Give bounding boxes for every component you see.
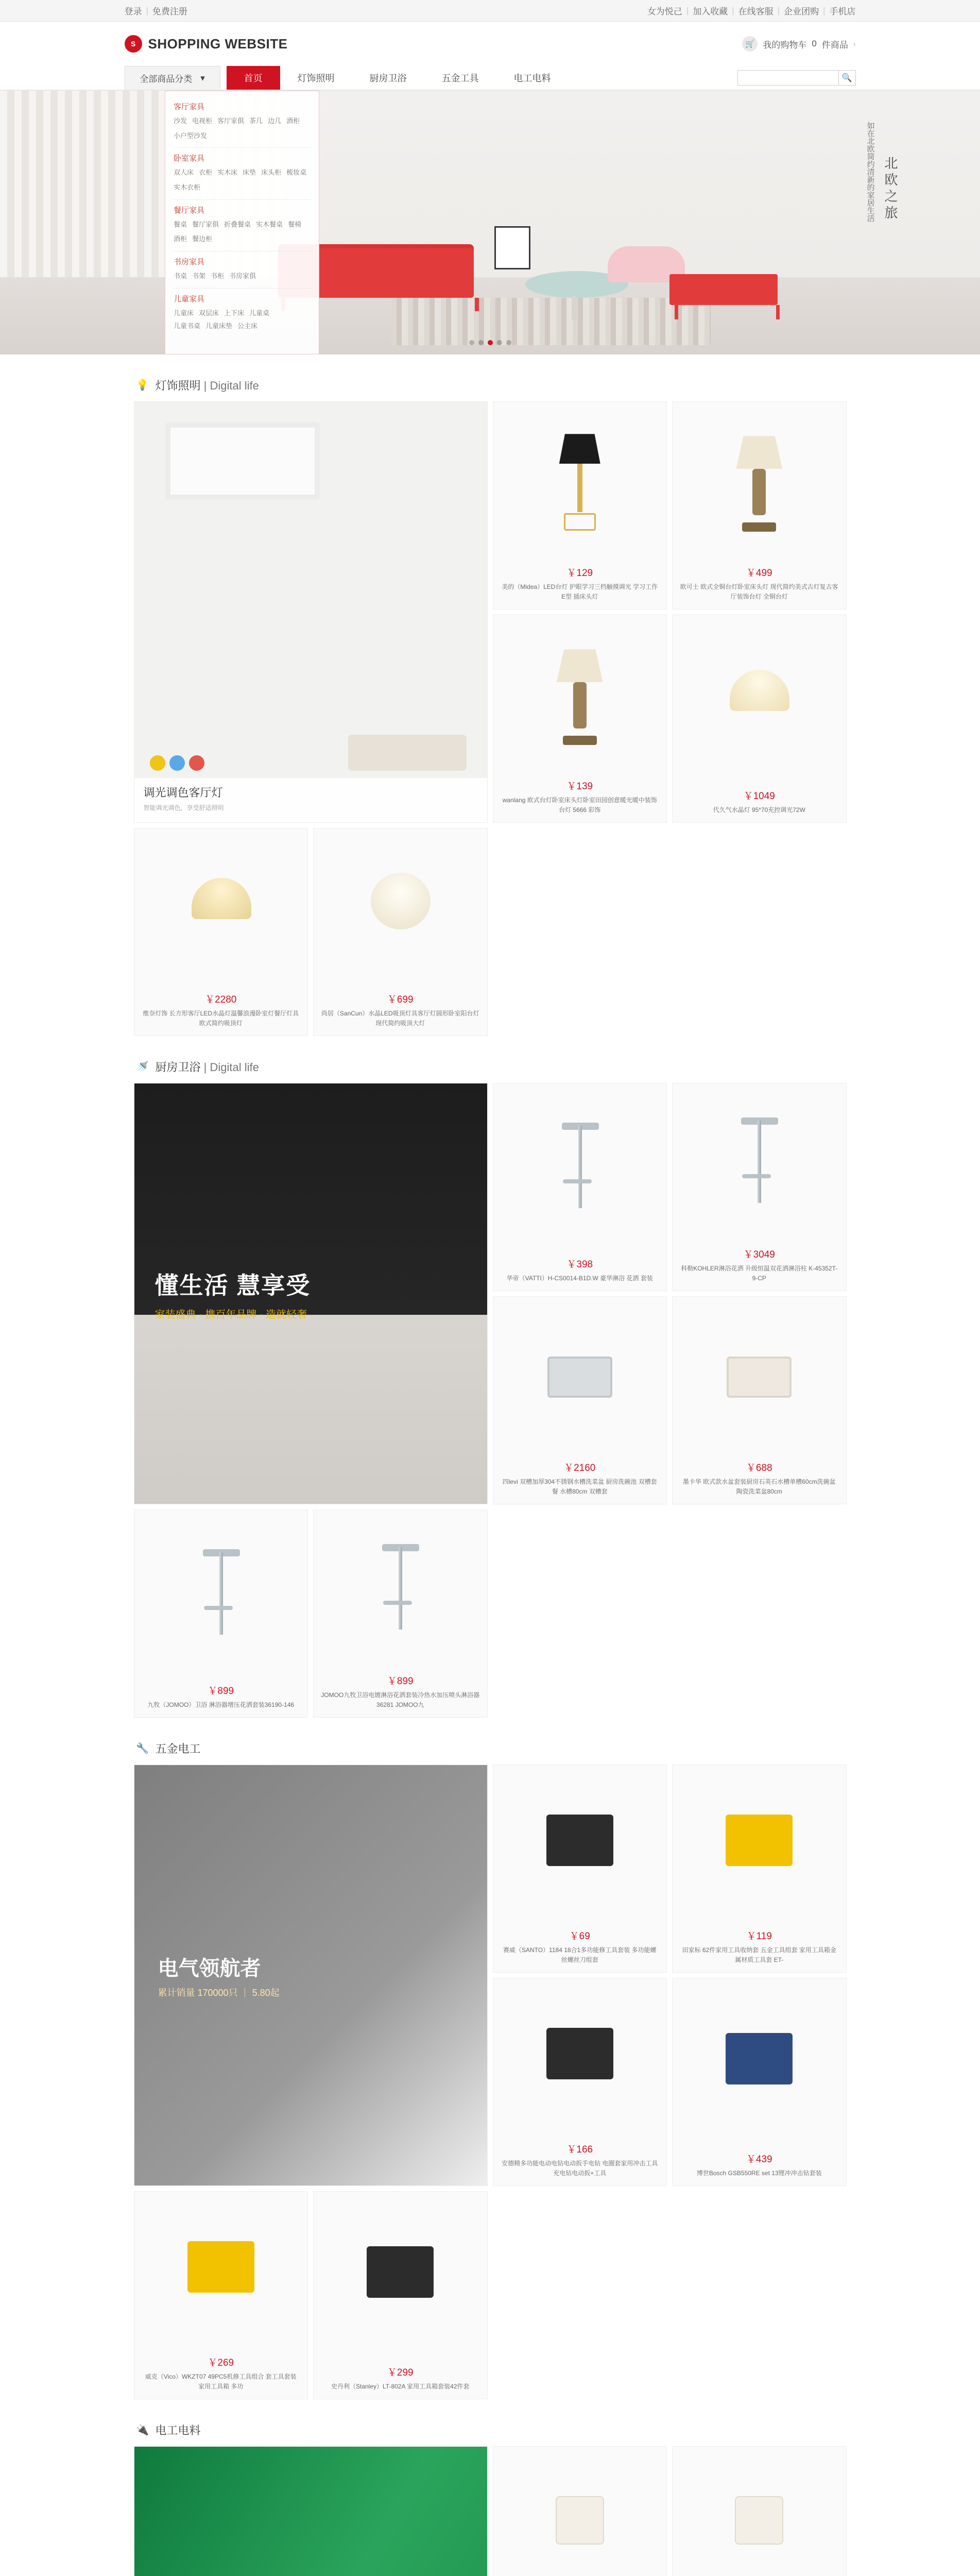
hero-dot-4[interactable]: [506, 340, 511, 345]
product-image: [673, 1978, 846, 2149]
topbar-link-3[interactable]: 企业团购: [784, 7, 819, 16]
product-desc: JOMOO九牧卫浴电镀淋浴花洒套装冷热水加压喷头淋浴器36281 JOMOO九: [321, 1691, 480, 1708]
product-price: ￥166: [566, 2144, 593, 2155]
category-link[interactable]: 书房家俱: [229, 272, 256, 280]
category-link[interactable]: 茶几: [249, 117, 263, 125]
nav-items: [227, 66, 569, 90]
category-title[interactable]: 餐厅家具: [174, 206, 205, 215]
product-desc: 四levi 双槽加厚304不锈钢水槽洗菜盆 厨房洗碗池 双槽套餐 水槽80cm 双槽套: [502, 1478, 657, 1495]
category-block-bedroom: [174, 148, 311, 199]
section-kitchen: [125, 1036, 856, 1718]
section-banner-hardware[interactable]: [134, 1765, 488, 2186]
product-desc: 九牧（JOMOO）卫浴 淋浴器增压花洒套装36190-146: [147, 1701, 295, 1708]
category-link[interactable]: 电视柜: [192, 117, 213, 125]
hero-dot-2[interactable]: [488, 340, 493, 345]
product-desc: 史丹利（Stanley）LT-802A 家用工具箱套装42件套: [331, 2382, 470, 2390]
kitchen-icon: 🚿: [136, 1061, 149, 1073]
main-nav: [0, 66, 980, 91]
banner-title: 懂生活 慧享受: [154, 1272, 311, 1299]
category-links: [174, 218, 311, 246]
product-card[interactable]: [313, 1510, 488, 1718]
category-block-living: [174, 96, 311, 148]
banner-caption-line2: 智能调光调色，享受舒适照明: [143, 804, 224, 811]
product-price: ￥139: [566, 781, 593, 792]
product-price: ￥699: [387, 994, 414, 1005]
cart-count: 0: [812, 39, 817, 48]
product-desc: 墨卡华 欧式款水盆套装厨房石英石水槽单槽60cm洗碗盆陶瓷洗菜盆80cm: [682, 1478, 836, 1495]
topbar-link-4[interactable]: 手机店: [829, 7, 856, 16]
product-desc: 安德精多功能电动电钻电动扳手电钻 电圈套家用冲击工具 充电钻电动扳+工具: [502, 2159, 658, 2177]
banner-caption: [134, 778, 487, 822]
product-card[interactable]: [493, 1978, 667, 2186]
topbar-link-0[interactable]: 女为悦己: [647, 7, 682, 16]
category-title[interactable]: 卧室家具: [174, 154, 205, 163]
product-card[interactable]: [134, 2191, 308, 2399]
product-image: [493, 615, 667, 776]
category-block-kids: [174, 289, 311, 337]
product-image: [493, 1297, 667, 1458]
product-image: [134, 1510, 308, 1681]
nav-item-electrical[interactable]: 电工电料: [513, 73, 551, 83]
product-grid: [125, 401, 856, 1036]
product-image: [134, 2192, 308, 2353]
product-card[interactable]: [672, 1296, 847, 1504]
category-link[interactable]: 餐厅家俱: [192, 220, 219, 228]
product-price: ￥3049: [743, 1249, 775, 1260]
product-desc: 博世Bosch GSB550RE set 13锂冲冲击钻套装: [696, 2169, 822, 2177]
product-desc: 田家标 62件家用工具收纳套 五金工具组套 家用工具箱金属材质工具套 ET-: [682, 1946, 836, 1963]
section-title-en: | Digital life: [203, 379, 259, 392]
section-banner-kitchen[interactable]: [134, 1083, 488, 1504]
category-links: [174, 270, 311, 283]
product-price: ￥499: [746, 567, 772, 579]
category-links: [174, 307, 311, 320]
chevron-right-icon: ›: [853, 40, 856, 48]
hero-dot-0[interactable]: [469, 340, 474, 345]
section-title-cn: 灯饰照明: [155, 379, 201, 392]
plug-icon: 🔌: [136, 2425, 149, 2436]
product-grid: [125, 1083, 856, 1718]
product-image: [314, 2192, 487, 2363]
search-box: [737, 66, 856, 90]
product-price: ￥688: [746, 1462, 772, 1473]
product-image: [673, 402, 846, 563]
product-image: [673, 1083, 846, 1245]
category-link[interactable]: 儿童书桌: [174, 321, 201, 330]
category-link[interactable]: 酒柜: [174, 235, 187, 243]
topbar-link-1[interactable]: 加入收藏: [693, 7, 728, 16]
nav-item-home[interactable]: 首页: [227, 66, 280, 90]
product-image: [314, 828, 487, 990]
banner-subtitle: 家装盛典 · 携百年品牌 · 造就轻奢: [154, 1309, 307, 1320]
category-link[interactable]: 餐椅: [288, 220, 302, 228]
product-card[interactable]: [493, 615, 667, 823]
banner-caption-line1: 调光调色客厅灯: [143, 786, 223, 799]
product-price: ￥2160: [564, 1462, 596, 1473]
section-electrical: [125, 2399, 856, 2576]
product-image: [134, 828, 308, 990]
section-title: [156, 1059, 259, 1075]
product-card[interactable]: [493, 1083, 667, 1291]
category-link[interactable]: 沙发: [174, 117, 187, 125]
login-link[interactable]: 登录: [124, 7, 142, 16]
category-link[interactable]: 梳妆桌: [286, 168, 307, 177]
product-grid: [125, 2446, 856, 2576]
category-link[interactable]: 衣柜: [199, 168, 213, 177]
product-desc: 代久气水晶灯 95*70充控调光72W: [713, 806, 805, 814]
category-link[interactable]: 书柜: [211, 272, 225, 280]
section-title-cn: 电工电料: [155, 2424, 201, 2437]
hero-carousel-dots[interactable]: [469, 340, 511, 345]
product-price: ￥2280: [205, 994, 237, 1005]
product-card[interactable]: [313, 2191, 488, 2399]
category-title[interactable]: 儿童家具: [174, 294, 205, 303]
category-link[interactable]: 书桌: [174, 272, 187, 280]
product-card[interactable]: [672, 1083, 847, 1291]
all-categories-label: 全部商品分类: [140, 74, 193, 84]
cart-icon: 🛒: [742, 36, 758, 52]
cart-suffix: 件商品: [821, 40, 848, 50]
top-bar-right: [647, 4, 856, 17]
product-card[interactable]: [493, 1296, 667, 1504]
hero-banner[interactable]: [0, 91, 980, 354]
section-lighting: [125, 354, 856, 1036]
product-price: ￥69: [569, 1930, 590, 1942]
product-card[interactable]: [672, 615, 847, 823]
category-link[interactable]: 书架: [192, 272, 206, 280]
product-price: ￥119: [746, 1930, 772, 1942]
product-desc: wanlang 欧式台灯卧室床头灯卧室田园创意暖光暖中装饰台灯 5666 彩饰: [502, 796, 657, 814]
category-link[interactable]: 边几: [268, 117, 282, 125]
product-desc: 美的（Midea）LED台灯 护眼学习三档触摸调光 学习工作E型 插床头灯: [502, 583, 658, 600]
product-desc: 威克（Vico）WKZT07 49PC5机修工具组合 套工具套装 家用工具箱 多功: [145, 2372, 297, 2390]
category-links: [174, 115, 311, 142]
product-image: [673, 1297, 846, 1458]
product-price: ￥899: [387, 1675, 414, 1687]
category-link[interactable]: 餐桌: [174, 220, 187, 228]
nav-item-kitchen[interactable]: 厨房卫浴: [369, 73, 407, 83]
section-title-cn: 厨房卫浴: [155, 1061, 201, 1074]
category-link[interactable]: 餐边柜: [192, 235, 213, 243]
product-card[interactable]: [672, 2446, 847, 2576]
section-title-cn: 五金电工: [155, 1742, 201, 1755]
category-link[interactable]: 儿童桌: [249, 309, 270, 317]
banner-subtitle: 累计销量 170000只 ｜ 5.80起: [158, 1987, 280, 1998]
banner-title: 电气领航者: [158, 1957, 261, 1980]
product-image: [493, 402, 667, 563]
product-image: [673, 615, 846, 786]
divider: |: [823, 5, 826, 15]
category-title[interactable]: 书房家具: [174, 258, 205, 267]
product-card[interactable]: [672, 1978, 847, 2186]
logo-icon: S: [125, 35, 142, 53]
category-link[interactable]: 双层床: [199, 309, 219, 317]
category-link[interactable]: 双人床: [174, 168, 194, 177]
hero-copy: [863, 122, 903, 222]
top-bar-left: [125, 4, 187, 17]
product-card[interactable]: [313, 828, 488, 1036]
category-link[interactable]: 客厅家俱: [217, 117, 245, 125]
product-price: ￥899: [208, 1685, 234, 1697]
product-desc: 尚居（SanCun）水晶LED吸顶灯具客厅灯圆形卧室阳台灯现代简约吸顶大灯: [321, 1009, 479, 1027]
section-title: [156, 2422, 201, 2438]
category-link[interactable]: 儿童床: [174, 309, 194, 317]
section-header: [125, 1740, 856, 1765]
divider: |: [146, 5, 148, 15]
lamp-icon: 💡: [136, 380, 149, 391]
product-image: [673, 1765, 846, 1926]
top-bar: [0, 0, 980, 22]
product-card[interactable]: [672, 401, 847, 609]
cart-label: 我的购物车: [763, 40, 807, 50]
product-image: [493, 1978, 667, 2140]
product-card[interactable]: [672, 1765, 847, 1973]
tools-icon: 🔧: [136, 1743, 149, 1754]
hero-copy-big: 北欧之旅: [883, 156, 898, 222]
search-input[interactable]: [737, 70, 838, 86]
site-header: [0, 22, 980, 66]
category-link[interactable]: 实木床: [217, 168, 238, 177]
product-price: ￥439: [746, 2154, 772, 2165]
section-title: [156, 377, 259, 393]
product-desc: 科勒KOHLER淋浴花洒 升级恒温双花洒淋浴柱 K-45352T-9-CP: [681, 1264, 838, 1282]
category-link[interactable]: 实木衣柜: [174, 183, 201, 192]
divider: |: [686, 5, 689, 15]
product-image: [493, 2447, 667, 2576]
logo[interactable]: [125, 35, 288, 53]
category-block-study: [174, 251, 311, 289]
category-title[interactable]: 客厅家具: [174, 103, 205, 111]
divider: |: [732, 5, 734, 15]
product-card[interactable]: [134, 828, 308, 1036]
category-links-extra: [174, 320, 311, 333]
hero-dot-1[interactable]: [478, 340, 484, 345]
product-desc: 华帝（VATTI）H-CS0014-B1D.W 豪华淋浴 花洒 套装: [506, 1274, 653, 1282]
product-image: [493, 1765, 667, 1926]
product-desc: 欧可士 欧式全铜台灯卧室床头灯 现代简约美式古灯复古客厅装饰台灯 全铜台灯: [680, 583, 838, 600]
product-desc: 赛威（SANTO）1184 18合1多功能修工具套装 多功能螺丝螺丝刀组套: [503, 1946, 657, 1963]
product-price: ￥299: [387, 2367, 414, 2378]
category-link[interactable]: 上下床: [224, 309, 245, 317]
cart-button[interactable]: [742, 36, 855, 52]
register-link[interactable]: 免费注册: [152, 7, 187, 16]
product-desc: 维奈灯饰 长方形客厅LED水晶灯温馨浪漫卧室灯餐厅灯具欧式简约吸顶灯: [143, 1009, 299, 1027]
product-price: ￥1049: [743, 790, 775, 802]
category-link[interactable]: 床头柜: [261, 168, 282, 177]
hero-image: [0, 91, 980, 354]
nav-item-lighting[interactable]: 灯饰照明: [297, 73, 335, 83]
category-block-dining: [174, 200, 311, 251]
logo-text: SHOPPING WEBSITE: [148, 36, 288, 52]
product-image: [493, 1083, 667, 1255]
category-links: [174, 166, 311, 194]
section-title-en: | Digital life: [203, 1061, 259, 1074]
product-card[interactable]: [134, 1510, 308, 1718]
hero-dot-3[interactable]: [497, 340, 502, 345]
category-link[interactable]: 公主床: [237, 321, 258, 330]
topbar-link-2[interactable]: 在线客服: [738, 7, 773, 16]
search-icon[interactable]: 🔍: [838, 70, 856, 86]
section-header: [125, 1059, 856, 1083]
nav-item-hardware[interactable]: 五金工具: [441, 73, 479, 83]
hero-copy-lines: 如在北欧简约清新的家居生活: [866, 122, 875, 222]
product-card[interactable]: [493, 401, 667, 609]
section-header: [125, 377, 856, 401]
category-link[interactable]: 床垫: [243, 168, 256, 177]
category-panel: [165, 91, 319, 354]
product-price: ￥129: [566, 567, 593, 579]
category-link[interactable]: 折叠餐桌: [224, 220, 251, 228]
section-title: [156, 1740, 201, 1756]
banner-badges: [150, 755, 204, 771]
category-link[interactable]: 实木餐桌: [256, 220, 283, 228]
product-grid: [125, 1765, 856, 2399]
category-link[interactable]: 小户型沙发: [174, 131, 208, 140]
product-card[interactable]: [493, 2446, 667, 2576]
chevron-down-icon: ▾: [200, 73, 205, 83]
product-price: ￥269: [208, 2357, 234, 2368]
section-hardware: [125, 1718, 856, 2399]
section-banner-electrical[interactable]: [134, 2446, 488, 2576]
divider: |: [777, 5, 780, 15]
category-link[interactable]: 酒柜: [286, 117, 300, 125]
product-image: [314, 1510, 487, 1671]
section-header: [125, 2422, 856, 2446]
section-banner-lighting[interactable]: [134, 401, 488, 823]
category-link[interactable]: 儿童床垫: [205, 321, 233, 330]
product-card[interactable]: [493, 1765, 667, 1973]
all-categories-button[interactable]: [125, 66, 220, 90]
product-price: ￥398: [566, 1259, 593, 1270]
product-image: [673, 2447, 846, 2576]
